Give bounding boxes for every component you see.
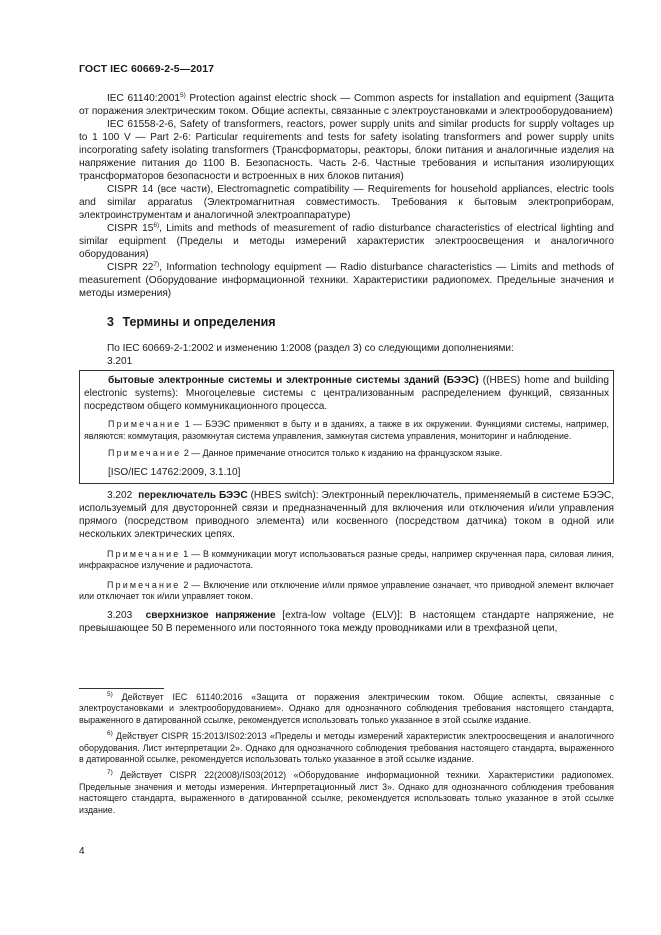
note bbox=[79, 549, 614, 572]
term-definition bbox=[79, 609, 614, 635]
note bbox=[84, 448, 609, 460]
reference-text: CISPR 14 (все части), Electromagnetic compatibility — Requirements for household appliances, electric tools and similar apparatus (Электромагнитная совместимость. Требования к бытовым электроприборам, электроинструментам и аналогичной электроаппаратуре) bbox=[79, 184, 614, 221]
note-text: 1 — БЭЭС применяют в быту и в зданиях, а также в их окружении. Функциями системы, например, являются: коммутация, разомкнутая система управления, замкнутая система управления, мониторинг и наблюдение. bbox=[84, 419, 609, 441]
footnote-marker: 5) bbox=[107, 691, 113, 698]
footnote bbox=[79, 731, 614, 765]
section-title: Термины и определения bbox=[122, 315, 276, 329]
term-number: 3.201 bbox=[107, 356, 133, 367]
footnote-marker: 7) bbox=[107, 769, 113, 777]
term-definition-box bbox=[79, 370, 614, 484]
footnote-marker: 6) bbox=[153, 222, 160, 229]
document-header: ГОСТ IEC 60669-2-5—2017 bbox=[79, 63, 215, 75]
reference-text: , Limits and methods of measurement of radio disturbance characteristics of electrical lighting and similar equipment (Пределы и методы измерений характеристик электроосвещения и аналогичного оборудования) bbox=[79, 223, 614, 260]
reference-code: CISPR 22 bbox=[107, 262, 154, 273]
main-content bbox=[79, 92, 614, 635]
term-name: переключатель БЭЭС bbox=[138, 489, 248, 501]
section-intro: По IEC 60669-2-1:2002 и изменению 1:2008 (раздел 3) со следующими дополнениями: bbox=[107, 343, 514, 354]
definition-text: ((HBES) home and building electronic systems): Многоцелевые системы с централизованным распределением функций, связанных посредством общего коммуникационного процесса. bbox=[84, 375, 609, 412]
reference-item bbox=[79, 92, 614, 118]
reference-text: IEC 61558-2-6, Safety of transformers, reactors, power supply units and similar products for supply voltages up to 1 100 V — Part 2-6: Particular requirements and tests for safety isolating transformers and power supply units incorporating safety isolating transformers (Трансформаторы, реакторы, блоки питания и аналогичные изделия на напряжение питания до 1100 В. Безопасность. Часть 2-6. Частные требования и испытания изолирующих трансформаторов безопасности и встроенных в них блоков питания) bbox=[79, 119, 614, 182]
term-name: сверхнизкое напряжение bbox=[145, 609, 276, 621]
footnote-marker: 7) bbox=[153, 261, 160, 268]
reference-text: Protection against electric shock — Common aspects for installation and equipment (Защита от поражения электрическим током. Общие аспекты, связанные с электроустановками и электрооборудованием) bbox=[79, 93, 614, 117]
source-reference: [ISO/IEC 14762:2009, 3.1.10] bbox=[108, 466, 241, 478]
term-number: 3.202 bbox=[107, 489, 133, 501]
footnotes bbox=[79, 692, 614, 821]
page-number: 4 bbox=[79, 846, 85, 857]
reference-item bbox=[79, 183, 614, 222]
section-heading bbox=[79, 316, 614, 329]
note bbox=[79, 580, 614, 603]
reference-code: IEC 61140:2001 bbox=[107, 93, 181, 104]
note-label: Примечание bbox=[107, 579, 181, 590]
footnote-text: Действует CISPR 15:2013/IS02:2013 «Пределы и методы измерений характеристик электроосвещения и аналогичного оборудования. Лист интерпретации 2». Однако для однозначного соблюдения требования настоящего стандарта, выраженного в датированной ссылке, рекомендуется использовать только указанное в этой ссылке издание. bbox=[79, 731, 614, 765]
note-text: 2 — Включение или отключение и/или прямое управление означает, что приводной элемент включает или отключает ток и/или управляет током. bbox=[79, 579, 614, 601]
term-definition bbox=[79, 489, 614, 541]
definition-text: (HBES switch): Электронный переключатель, применяемый в системе БЭЭС, используемый для двусторонней связи и предназначенный для включения или отключения и/или управления прямого (посредством приводного элемента) или косвенного (посредством датчика) током в одной или нескольких электрических цепях. bbox=[79, 489, 615, 540]
reference-text: , Information technology equipment — Radio disturbance characteristics — Limits and methods of measurement (Оборудование информационной техники. Характеристики радиопомех. Предельные значения и методы измерения) bbox=[79, 262, 614, 299]
term-name: бытовые электронные системы и электронные системы зданий (БЭЭС) bbox=[108, 375, 479, 386]
note-label: Примечание bbox=[108, 448, 182, 458]
footnote-text: Действует IEC 61140:2016 «Защита от поражения электрическим током. Общие аспекты, связанные с электроустановками и электрооборудованием». Однако для однозначного соблюдения требования настоящего стандарта, выраженного в датированной ссылке, рекомендуется использовать только указанное в этой ссылке издание. bbox=[79, 692, 614, 725]
note-label: Примечание bbox=[108, 419, 182, 429]
term-definition bbox=[84, 374, 609, 413]
note-label: Примечание bbox=[107, 548, 181, 559]
reference-code: CISPR 15 bbox=[107, 223, 154, 234]
reference-item bbox=[79, 222, 614, 261]
footnote-text: Действует CISPR 22(2008)/IS03(2012) «Оборудование информационной техники. Характеристики радиопомех. Предельные значения и методы измерения. Интерпретационный лист 3». Однако для однозначного соблюдения требования настоящего стандарта, выраженного в датированной ссылке, рекомендуется использовать только указанное в этой ссылке издание. bbox=[79, 770, 614, 815]
note-text: 2 — Данное примечание относится только к изданию на французском языке. bbox=[181, 448, 503, 458]
footnote bbox=[79, 770, 614, 816]
term-number: 3.203 bbox=[107, 609, 133, 621]
section-number: 3 bbox=[107, 315, 114, 329]
definition-text: [extra-low voltage (ELV)]: В настоящем стандарте напряжение, не превышающее 50 В переменного или постоянного тока между проводниками или в трехфазной цепи, bbox=[79, 609, 614, 634]
footnote-marker: 6) bbox=[107, 730, 113, 738]
footnote-marker: 5) bbox=[180, 92, 186, 99]
note-text: 1 — В коммуникации могут использоваться разные среды, например скрученная пара, силовая линия, инфракрасное излучение и радиочастота. bbox=[79, 548, 614, 570]
note bbox=[84, 419, 609, 442]
reference-item bbox=[79, 261, 614, 300]
footnote-divider bbox=[79, 688, 164, 689]
reference-item bbox=[79, 118, 614, 183]
footnote bbox=[79, 692, 614, 726]
